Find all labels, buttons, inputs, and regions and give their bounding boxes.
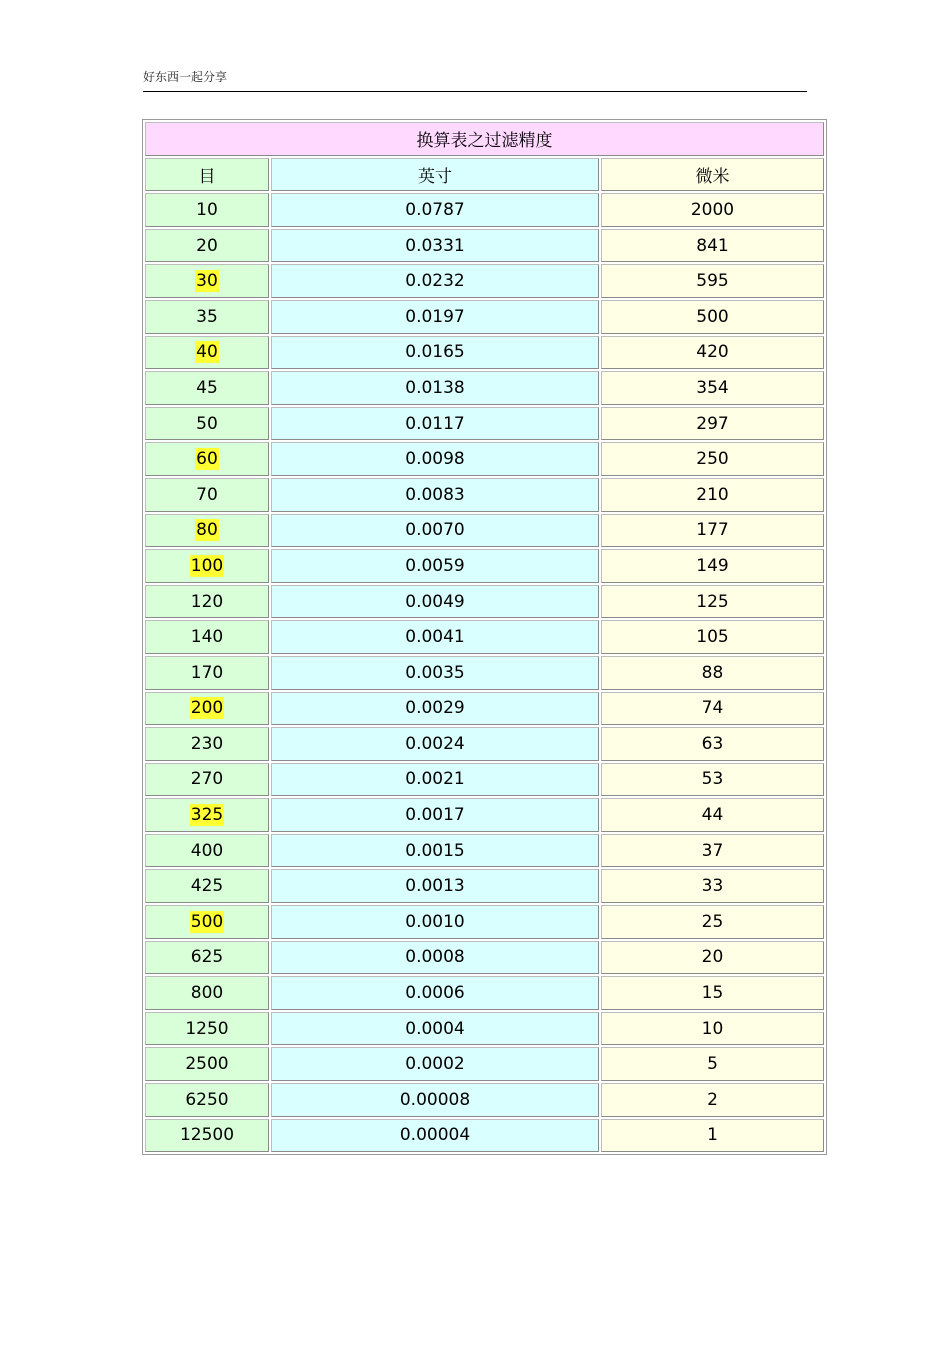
table-row	[145, 1083, 824, 1117]
mesh-value: 12500	[179, 1125, 235, 1146]
cell-mesh	[145, 976, 269, 1010]
cell-inch: 0.0138	[271, 371, 599, 405]
mesh-value-highlighted: 80	[196, 520, 218, 541]
mesh-value-highlighted: 40	[196, 342, 218, 363]
mesh-value: 170	[190, 662, 224, 683]
cell-mesh	[145, 336, 269, 370]
cell-mesh	[145, 371, 269, 405]
mesh-value: 230	[190, 733, 224, 754]
cell-inch: 0.0010	[271, 905, 599, 939]
cell-inch: 0.0004	[271, 1012, 599, 1046]
page-header	[143, 66, 807, 92]
mesh-value-highlighted: 500	[190, 911, 224, 932]
table-title-row	[145, 122, 824, 156]
cell-micron: 210	[601, 478, 824, 512]
table-row	[145, 442, 824, 476]
table-row	[145, 692, 824, 726]
cell-inch: 0.0083	[271, 478, 599, 512]
cell-micron: 250	[601, 442, 824, 476]
mesh-value: 45	[196, 377, 218, 398]
table-row	[145, 264, 824, 298]
cell-mesh	[145, 407, 269, 441]
mesh-value-highlighted: 200	[190, 698, 224, 719]
cell-inch: 0.0059	[271, 549, 599, 583]
cell-mesh	[145, 905, 269, 939]
cell-inch: 0.0024	[271, 727, 599, 761]
mesh-value: 2500	[185, 1054, 229, 1075]
cell-mesh	[145, 264, 269, 298]
cell-mesh	[145, 798, 269, 832]
table-row	[145, 941, 824, 975]
conversion-table-body	[145, 122, 824, 1152]
cell-inch: 0.0232	[271, 264, 599, 298]
cell-mesh	[145, 585, 269, 619]
cell-inch: 0.0070	[271, 514, 599, 548]
table-title: 换算表之过滤精度	[145, 122, 824, 156]
cell-mesh	[145, 549, 269, 583]
table-row	[145, 905, 824, 939]
cell-mesh	[145, 834, 269, 868]
table-row	[145, 514, 824, 548]
mesh-value: 800	[190, 983, 224, 1004]
table-row	[145, 976, 824, 1010]
mesh-value-highlighted: 325	[190, 805, 224, 826]
conversion-table-frame	[142, 119, 827, 1155]
table-row	[145, 1012, 824, 1046]
cell-mesh	[145, 442, 269, 476]
conversion-table	[143, 120, 826, 1154]
table-row	[145, 300, 824, 334]
cell-micron: 177	[601, 514, 824, 548]
cell-micron: 88	[601, 656, 824, 690]
cell-mesh	[145, 1047, 269, 1081]
cell-micron: 74	[601, 692, 824, 726]
cell-inch: 0.0015	[271, 834, 599, 868]
cell-inch: 0.0165	[271, 336, 599, 370]
mesh-value: 70	[196, 484, 218, 505]
table-row	[145, 478, 824, 512]
cell-micron: 15	[601, 976, 824, 1010]
table-row	[145, 620, 824, 654]
cell-micron: 10	[601, 1012, 824, 1046]
mesh-value: 140	[190, 627, 224, 648]
page-header-text: 好东西一起分享	[143, 70, 228, 84]
cell-inch: 0.0029	[271, 692, 599, 726]
cell-mesh	[145, 869, 269, 903]
cell-micron: 125	[601, 585, 824, 619]
cell-inch: 0.0021	[271, 763, 599, 797]
table-row	[145, 798, 824, 832]
mesh-value: 6250	[185, 1089, 229, 1110]
cell-micron: 1	[601, 1119, 824, 1153]
cell-micron: 63	[601, 727, 824, 761]
mesh-value: 10	[196, 199, 218, 220]
mesh-value: 50	[196, 413, 218, 434]
cell-mesh	[145, 193, 269, 227]
mesh-value: 20	[196, 235, 218, 256]
cell-mesh	[145, 727, 269, 761]
table-row	[145, 834, 824, 868]
mesh-value-highlighted: 60	[196, 449, 218, 470]
cell-micron: 500	[601, 300, 824, 334]
mesh-value-highlighted: 30	[196, 271, 218, 292]
mesh-value: 270	[190, 769, 224, 790]
mesh-value-highlighted: 100	[190, 555, 224, 576]
table-row	[145, 407, 824, 441]
mesh-value: 625	[190, 947, 224, 968]
cell-mesh	[145, 300, 269, 334]
cell-inch: 0.00008	[271, 1083, 599, 1117]
cell-mesh	[145, 1083, 269, 1117]
table-row	[145, 869, 824, 903]
cell-micron: 595	[601, 264, 824, 298]
cell-mesh	[145, 229, 269, 263]
cell-inch: 0.0006	[271, 976, 599, 1010]
cell-micron: 53	[601, 763, 824, 797]
mesh-value: 35	[196, 306, 218, 327]
cell-micron: 37	[601, 834, 824, 868]
cell-mesh	[145, 692, 269, 726]
cell-mesh	[145, 514, 269, 548]
cell-micron: 44	[601, 798, 824, 832]
table-row	[145, 193, 824, 227]
cell-micron: 5	[601, 1047, 824, 1081]
cell-mesh	[145, 620, 269, 654]
cell-inch: 0.0098	[271, 442, 599, 476]
mesh-value: 1250	[185, 1018, 229, 1039]
cell-inch: 0.0035	[271, 656, 599, 690]
cell-mesh	[145, 941, 269, 975]
column-header-inch: 英寸	[271, 158, 599, 192]
cell-micron: 2000	[601, 193, 824, 227]
table-row	[145, 549, 824, 583]
cell-inch: 0.0331	[271, 229, 599, 263]
cell-inch: 0.00004	[271, 1119, 599, 1153]
cell-inch: 0.0049	[271, 585, 599, 619]
mesh-value: 400	[190, 840, 224, 861]
cell-inch: 0.0008	[271, 941, 599, 975]
cell-inch: 0.0117	[271, 407, 599, 441]
cell-inch: 0.0787	[271, 193, 599, 227]
cell-inch: 0.0197	[271, 300, 599, 334]
cell-inch: 0.0041	[271, 620, 599, 654]
cell-micron: 149	[601, 549, 824, 583]
table-row	[145, 1119, 824, 1153]
table-row	[145, 585, 824, 619]
cell-micron: 33	[601, 869, 824, 903]
cell-mesh	[145, 656, 269, 690]
column-header-micron: 微米	[601, 158, 824, 192]
table-row	[145, 229, 824, 263]
cell-mesh	[145, 763, 269, 797]
cell-micron: 297	[601, 407, 824, 441]
cell-micron: 354	[601, 371, 824, 405]
cell-micron: 841	[601, 229, 824, 263]
cell-micron: 2	[601, 1083, 824, 1117]
cell-micron: 25	[601, 905, 824, 939]
table-row	[145, 371, 824, 405]
cell-mesh	[145, 1119, 269, 1153]
cell-micron: 105	[601, 620, 824, 654]
table-row	[145, 336, 824, 370]
table-row	[145, 1047, 824, 1081]
mesh-value: 120	[190, 591, 224, 612]
cell-inch: 0.0013	[271, 869, 599, 903]
cell-inch: 0.0002	[271, 1047, 599, 1081]
table-row	[145, 656, 824, 690]
cell-mesh	[145, 478, 269, 512]
cell-micron: 20	[601, 941, 824, 975]
table-header-row	[145, 158, 824, 192]
table-row	[145, 727, 824, 761]
cell-mesh	[145, 1012, 269, 1046]
cell-inch: 0.0017	[271, 798, 599, 832]
column-header-mesh: 目	[145, 158, 269, 192]
mesh-value: 425	[190, 876, 224, 897]
table-row	[145, 763, 824, 797]
cell-micron: 420	[601, 336, 824, 370]
